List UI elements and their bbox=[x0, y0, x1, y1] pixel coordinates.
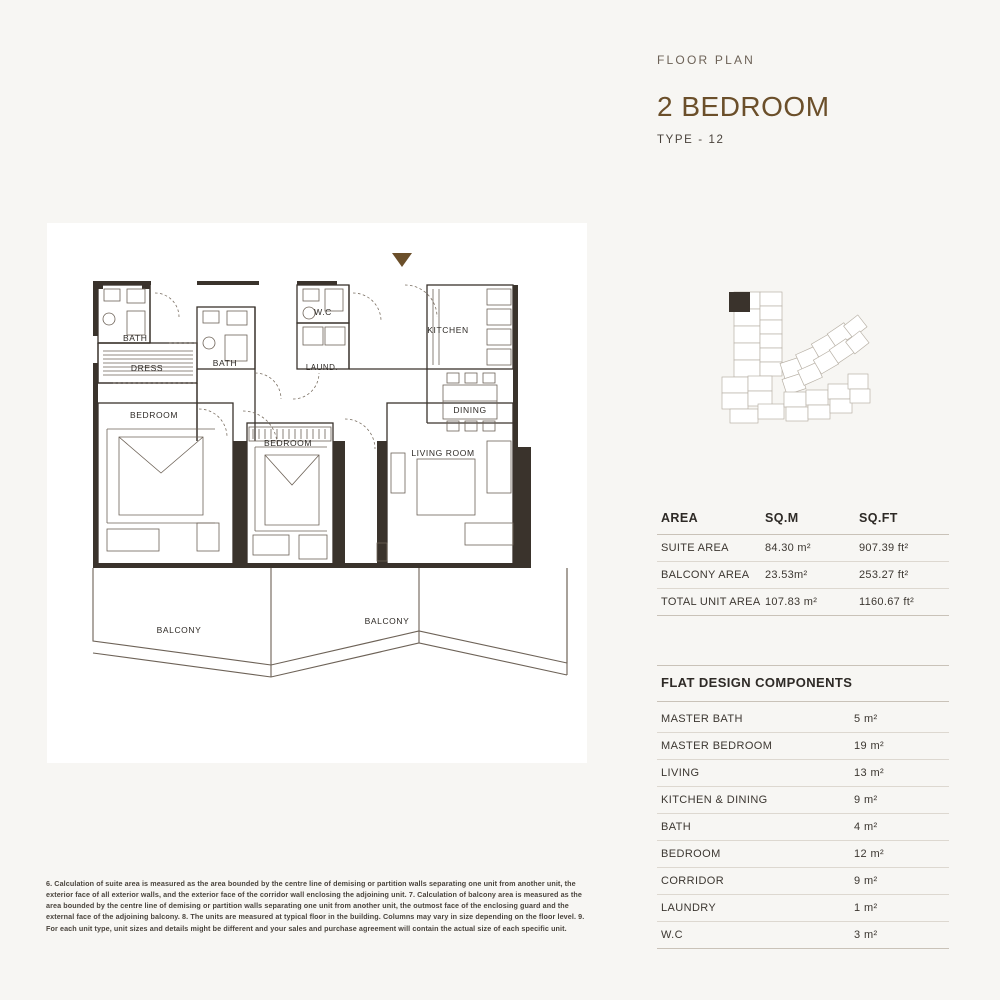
list-item bbox=[657, 841, 949, 868]
area-col-head-sqm: SQ.M bbox=[765, 511, 799, 525]
entry-arrow-icon bbox=[392, 253, 412, 267]
component-label: W.C bbox=[657, 922, 850, 949]
room-label-bath-2: BATH bbox=[212, 358, 238, 368]
flat-design-components bbox=[657, 665, 949, 949]
floor-plan-canvas bbox=[47, 223, 587, 763]
list-item bbox=[657, 733, 949, 760]
list-item bbox=[657, 702, 949, 733]
room-label-bath-1: BATH bbox=[123, 333, 148, 343]
component-value: 1 m² bbox=[850, 895, 949, 922]
area-row-sqm: 107.83 m² bbox=[761, 589, 855, 616]
component-label: LAUNDRY bbox=[657, 895, 850, 922]
list-item bbox=[657, 922, 949, 949]
key-plan-highlight bbox=[729, 292, 750, 312]
area-row-sqm: 23.53m² bbox=[761, 562, 855, 589]
component-value: 12 m² bbox=[850, 841, 949, 868]
component-label: BATH bbox=[657, 814, 850, 841]
key-plan-diagram bbox=[700, 280, 890, 460]
room-label-living-room: LIVING ROOM bbox=[411, 448, 475, 458]
area-col-head-sqft: SQ.FT bbox=[859, 511, 898, 525]
page-subtitle: TYPE - 12 bbox=[657, 134, 725, 146]
room-label-dress: DRESS bbox=[130, 363, 164, 373]
table-row bbox=[657, 535, 949, 562]
list-item bbox=[657, 895, 949, 922]
page-eyebrow: FLOOR PLAN bbox=[657, 53, 756, 67]
area-row-label: TOTAL UNIT AREA bbox=[657, 589, 761, 616]
room-label-bedroom-2: BEDROOM bbox=[263, 438, 313, 448]
component-value: 4 m² bbox=[850, 814, 949, 841]
component-label: MASTER BATH bbox=[657, 702, 850, 733]
header-block bbox=[657, 0, 949, 146]
area-row-sqm: 84.30 m² bbox=[761, 535, 855, 562]
component-label: BEDROOM bbox=[657, 841, 850, 868]
component-value: 19 m² bbox=[850, 733, 949, 760]
room-label-kitchen: KITCHEN bbox=[427, 325, 469, 335]
room-label-laundry: LAUND. bbox=[305, 363, 339, 372]
area-table-header-row bbox=[657, 505, 949, 535]
component-label: MASTER BEDROOM bbox=[657, 733, 850, 760]
room-label-balcony-2: BALCONY bbox=[364, 616, 410, 626]
list-item bbox=[657, 787, 949, 814]
page-title: 2 BEDROOM bbox=[657, 91, 830, 122]
balcony-outline bbox=[93, 568, 567, 677]
component-value: 9 m² bbox=[850, 868, 949, 895]
area-row-sqft: 907.39 ft² bbox=[855, 535, 949, 562]
key-plan bbox=[700, 280, 890, 460]
room-label-wc: W.C bbox=[314, 307, 332, 317]
flat-design-components-title: FLAT DESIGN COMPONENTS bbox=[657, 665, 949, 702]
room-label-dining: DINING bbox=[453, 405, 487, 415]
area-row-sqft: 1160.67 ft² bbox=[855, 589, 949, 616]
component-label: LIVING bbox=[657, 760, 850, 787]
table-row bbox=[657, 589, 949, 616]
list-item bbox=[657, 868, 949, 895]
room-label-bedroom-1: BEDROOM bbox=[129, 410, 179, 420]
area-col-head-area: AREA bbox=[661, 511, 699, 525]
list-item bbox=[657, 814, 949, 841]
floor-plan-drawing bbox=[47, 223, 587, 763]
area-row-sqft: 253.27 ft² bbox=[855, 562, 949, 589]
table-row bbox=[657, 562, 949, 589]
component-value: 9 m² bbox=[850, 787, 949, 814]
component-value: 3 m² bbox=[850, 922, 949, 949]
component-value: 13 m² bbox=[850, 760, 949, 787]
list-item bbox=[657, 760, 949, 787]
component-value: 5 m² bbox=[850, 702, 949, 733]
area-row-label: BALCONY AREA bbox=[657, 562, 761, 589]
component-label: KITCHEN & DINING bbox=[657, 787, 850, 814]
room-label-balcony-1: BALCONY bbox=[156, 625, 202, 635]
component-label: CORRIDOR bbox=[657, 868, 850, 895]
area-table bbox=[657, 505, 949, 616]
footnote-text: 6. Calculation of suite area is measured as the area bounded by the centre line of demising or partition walls separating one unit from another unit, the exterior face of all exterior walls, and the exterior face of the corridor wall enclosing the adjoining unit. 7. Calculation of balcony area is measured as the area bounded by the centre line of demising or partition walls separating one unit from another unit, the outmost face of the enclosing guard and the external face of the adjoining balcony. 8. The units are measured at typical floor in the building. Columns may vary in size depending on the floor level. 9. For each unit type, unit sizes and details might be different and your sales and purchase agreement will contain the actual size of each specific unit. bbox=[46, 879, 585, 933]
area-row-label: SUITE AREA bbox=[657, 535, 761, 562]
